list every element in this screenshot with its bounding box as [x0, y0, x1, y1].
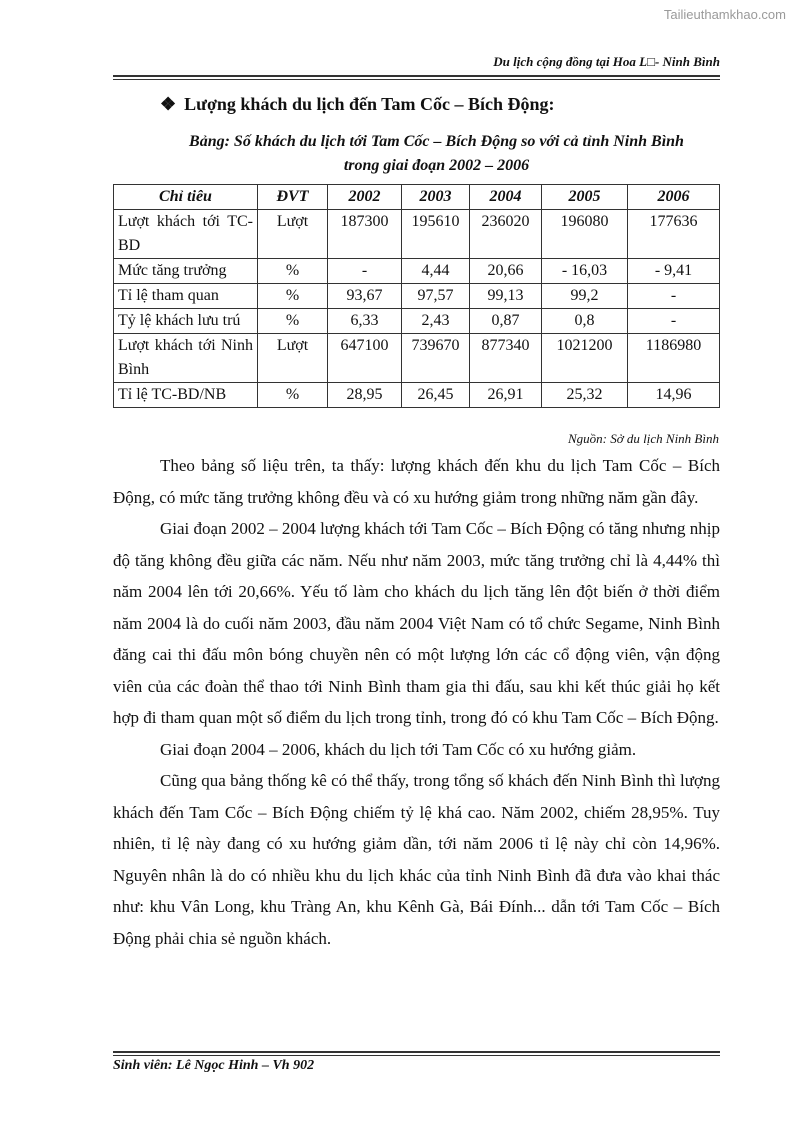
table-cell: 1186980 [628, 334, 720, 383]
table-cell: - [628, 309, 720, 334]
table-cell: 97,57 [402, 284, 470, 309]
table-cell: - [328, 259, 402, 284]
running-footer: Sinh viên: Lê Ngọc Hinh – Vh 902 [113, 1058, 315, 1073]
running-header: Du lịch cộng đồng tại Hoa L□- Ninh Bình [493, 54, 720, 69]
table-caption [113, 130, 720, 178]
table-row [114, 210, 720, 259]
table-caption-line-1: Bảng: Số khách du lịch tới Tam Cốc – Bích Động so với cả tỉnh Ninh Bình [189, 133, 684, 150]
table-header-cell: 2003 [402, 185, 470, 210]
table-cell: 177636 [628, 210, 720, 259]
table-cell: 236020 [470, 210, 542, 259]
table-cell: 0,8 [542, 309, 628, 334]
header-rule-thin [113, 79, 720, 80]
table-cell-label: Lượt khách tới TC-BD [114, 210, 258, 259]
table-cell-label: Mức tăng trưởng [114, 259, 258, 284]
table-row [114, 334, 720, 383]
table-cell: 6,33 [328, 309, 402, 334]
paragraph: Giai đoạn 2002 – 2004 lượng khách tới Tam Cốc – Bích Động có tăng nhưng nhịp độ tăng không đều giữa các năm. Nếu như năm 2003, mức tăng trưởng chỉ là 4,44% thì năm 2004 lên tới 20,66%. Yếu tố làm cho khách du lịch tăng lên đột biến ở thời điểm năm 2004 là do cuối năm 2003, đầu năm 2004 Việt Nam có tổ chức Segame, Ninh Bình đăng cai thi đấu môn bóng chuyền nên có một lượng lớn các cổ động viên, vận động viên của các đoàn thể thao tới Ninh Bình tham gia thi đấu, sau khi kết thúc giải họ kết hợp đi tham quan một số điểm du lịch trong tỉnh, trong đó có khu Tam Cốc – Bích Động. [113, 519, 720, 727]
table-cell: 99,2 [542, 284, 628, 309]
table-row [114, 383, 720, 408]
diamond-bullet-icon: ❖ [160, 94, 177, 114]
table-cell: % [258, 309, 328, 334]
footer-rule-thin [113, 1055, 720, 1056]
table-header-cell: Chỉ tiêu [114, 185, 258, 210]
table-cell: 196080 [542, 210, 628, 259]
table-row [114, 259, 720, 284]
footer-rule [113, 1051, 720, 1053]
table-cell: 1021200 [542, 334, 628, 383]
table-cell: Lượt [258, 334, 328, 383]
table-cell: % [258, 284, 328, 309]
table-cell: 187300 [328, 210, 402, 259]
statistics-table [113, 184, 720, 408]
table-cell: 25,32 [542, 383, 628, 408]
table-header-cell: 2004 [470, 185, 542, 210]
paragraph: Cũng qua bảng thống kê có thể thấy, trong tổng số khách đến Ninh Bình thì lượng khách đến Tam Cốc – Bích Động chiếm tỷ lệ khá cao. Năm 2002, chiếm 28,95%. Tuy nhiên, tỉ lệ này đang có xu hướng giảm dần, tới năm 2006 tỉ lệ này chỉ còn 14,96%. Nguyên nhân là do có nhiều khu du lịch khác của tỉnh Ninh Bình đã đưa vào khai thác như: khu Vân Long, khu Tràng An, khu Kênh Gà, Bái Đính... dẫn tới Tam Cốc – Bích Động phải chia sẻ nguồn khách. [113, 771, 720, 948]
table-cell: 26,91 [470, 383, 542, 408]
table-caption-line-2: trong giai đoạn 2002 – 2006 [343, 157, 530, 174]
table-cell: 26,45 [402, 383, 470, 408]
table-cell: 93,67 [328, 284, 402, 309]
table-cell: 28,95 [328, 383, 402, 408]
table-row [114, 284, 720, 309]
table-cell: 647100 [328, 334, 402, 383]
table-cell: 195610 [402, 210, 470, 259]
header-rule [113, 75, 720, 77]
table-cell: % [258, 259, 328, 284]
section-heading [160, 94, 555, 115]
table-cell: 877340 [470, 334, 542, 383]
table-source-note: Nguồn: Sở du lịch Ninh Bình [567, 431, 719, 446]
paragraph: Giai đoạn 2004 – 2006, khách du lịch tới Tam Cốc có xu hướng giảm. [160, 739, 637, 759]
table-cell-label: Lượt khách tới Ninh Bình [114, 334, 258, 383]
table-cell: 20,66 [470, 259, 542, 284]
table-cell: Lượt [258, 210, 328, 259]
table-cell: - 16,03 [542, 259, 628, 284]
table-cell-label: Tỉ lệ tham quan [114, 284, 258, 309]
table-cell-label: Tỉ lệ TC-BD/NB [114, 383, 258, 408]
table-cell: 0,87 [470, 309, 542, 334]
table-cell: - [628, 284, 720, 309]
table-header-cell: ĐVT [258, 185, 328, 210]
body-text [113, 450, 720, 954]
table-cell: 4,44 [402, 259, 470, 284]
table-cell: 99,13 [470, 284, 542, 309]
table-header-cell: 2002 [328, 185, 402, 210]
section-heading-text: Lượng khách du lịch đến Tam Cốc – Bích Động: [184, 94, 555, 114]
paragraph: Theo bảng số liệu trên, ta thấy: lượng khách đến khu du lịch Tam Cốc – Bích Động, có mức tăng trưởng không đều và có xu hướng giảm trong những năm gần đây. [113, 456, 720, 507]
watermark: Tailieuthamkhao.com [663, 7, 786, 22]
table-cell: 14,96 [628, 383, 720, 408]
table-cell-label: Tỷ lệ khách lưu trú [114, 309, 258, 334]
table-header-row [114, 185, 720, 210]
table-cell: % [258, 383, 328, 408]
table-header-cell: 2005 [542, 185, 628, 210]
table-cell: 739670 [402, 334, 470, 383]
table-cell: - 9,41 [628, 259, 720, 284]
table-header-cell: 2006 [628, 185, 720, 210]
table-cell: 2,43 [402, 309, 470, 334]
table-row [114, 309, 720, 334]
